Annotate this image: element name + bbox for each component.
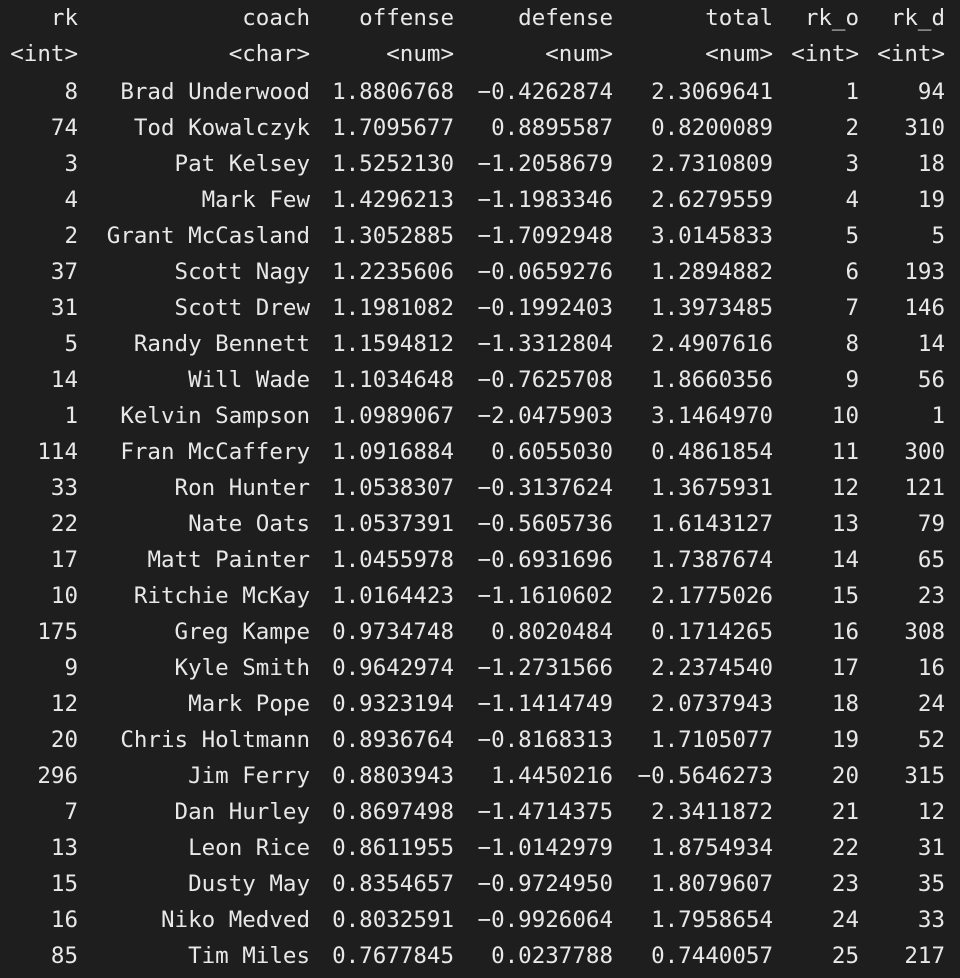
cell-rk-o: 23 (831, 871, 859, 897)
cell-rk: 114 (37, 439, 78, 465)
column-header-offense: offense (359, 5, 454, 31)
cell-offense: 0.8032591 (332, 907, 454, 933)
table-row (0, 722, 960, 758)
table-row (0, 578, 960, 614)
cell-rk-d: 33 (917, 907, 945, 933)
column-header-rk: rk (50, 5, 78, 31)
cell-rk-o: 9 (845, 367, 859, 393)
cell-rk: 175 (37, 619, 78, 645)
cell-total: 1.2894882 (651, 259, 773, 285)
cell-coach: Grant McCasland (106, 223, 310, 249)
cell-coach: Dan Hurley (174, 799, 310, 825)
cell-rk-d: 23 (917, 583, 945, 609)
table-row (0, 794, 960, 830)
cell-offense: 1.1034648 (332, 367, 454, 393)
cell-rk: 33 (50, 475, 78, 501)
cell-offense: 1.8806768 (332, 79, 454, 105)
cell-offense: 0.9734748 (332, 619, 454, 645)
cell-total: 3.1464970 (651, 403, 773, 429)
cell-rk-o: 22 (831, 835, 859, 861)
column-type-offense: <num> (386, 41, 454, 67)
cell-total: 2.6279559 (651, 187, 773, 213)
cell-rk-o: 5 (845, 223, 859, 249)
cell-total: 1.8754934 (651, 835, 773, 861)
cell-rk: 15 (50, 871, 78, 897)
cell-rk-o: 3 (845, 151, 859, 177)
cell-total: 2.0737943 (651, 691, 773, 717)
cell-defense: −1.1414749 (477, 691, 613, 717)
cell-rk-d: 14 (917, 331, 945, 357)
cell-rk-d: 79 (917, 511, 945, 537)
cell-offense: 0.8611955 (332, 835, 454, 861)
table-row (0, 650, 960, 686)
table-body (0, 74, 960, 974)
cell-rk-o: 1 (845, 79, 859, 105)
column-header-rk-d: rk_d (890, 5, 945, 31)
cell-rk-d: 35 (917, 871, 945, 897)
cell-rk-o: 6 (845, 259, 859, 285)
cell-rk-o: 17 (831, 655, 859, 681)
cell-rk: 85 (50, 943, 78, 969)
cell-total: 1.8079607 (651, 871, 773, 897)
cell-rk-o: 25 (831, 943, 859, 969)
table-row (0, 326, 960, 362)
cell-rk: 1 (64, 403, 78, 429)
table-row (0, 830, 960, 866)
cell-coach: Ritchie McKay (133, 583, 310, 609)
cell-rk-o: 7 (845, 295, 859, 321)
cell-total: 2.7310809 (651, 151, 773, 177)
table-row (0, 74, 960, 110)
cell-total: −0.5646273 (637, 763, 773, 789)
cell-offense: 0.7677845 (332, 943, 454, 969)
cell-total: 0.8200089 (651, 115, 773, 141)
table-row (0, 398, 960, 434)
cell-rk: 3 (64, 151, 78, 177)
column-type-defense: <num> (545, 41, 613, 67)
table-row (0, 434, 960, 470)
cell-coach: Mark Pope (188, 691, 310, 717)
cell-defense: 0.0237788 (491, 943, 613, 969)
cell-defense: −2.0475903 (477, 403, 613, 429)
cell-defense: −1.4714375 (477, 799, 613, 825)
cell-rk-o: 13 (831, 511, 859, 537)
table-row (0, 110, 960, 146)
cell-coach: Greg Kampe (174, 619, 310, 645)
cell-offense: 1.0989067 (332, 403, 454, 429)
cell-offense: 1.0916884 (332, 439, 454, 465)
cell-rk-d: 310 (904, 115, 945, 141)
cell-rk-d: 217 (904, 943, 945, 969)
column-type-total: <num> (705, 41, 773, 67)
cell-defense: −0.7625708 (477, 367, 613, 393)
cell-coach: Tod Kowalczyk (133, 115, 310, 141)
cell-total: 2.3069641 (651, 79, 773, 105)
cell-coach: Kyle Smith (174, 655, 310, 681)
cell-rk-d: 5 (931, 223, 945, 249)
cell-rk-d: 94 (917, 79, 945, 105)
table-row (0, 758, 960, 794)
cell-total: 1.6143127 (651, 511, 773, 537)
cell-rk-o: 10 (831, 403, 859, 429)
cell-rk: 9 (64, 655, 78, 681)
table-row (0, 254, 960, 290)
table-row (0, 182, 960, 218)
cell-rk-d: 19 (917, 187, 945, 213)
cell-total: 2.1775026 (651, 583, 773, 609)
cell-defense: 0.8020484 (491, 619, 613, 645)
cell-rk: 8 (64, 79, 78, 105)
cell-rk: 12 (50, 691, 78, 717)
cell-defense: 1.4450216 (491, 763, 613, 789)
cell-rk-d: 315 (904, 763, 945, 789)
cell-rk: 22 (50, 511, 78, 537)
cell-defense: −0.8168313 (477, 727, 613, 753)
table-header-row (0, 0, 960, 36)
cell-coach: Will Wade (188, 367, 310, 393)
cell-rk-o: 21 (831, 799, 859, 825)
cell-rk-d: 12 (917, 799, 945, 825)
cell-rk-o: 14 (831, 547, 859, 573)
cell-rk-d: 193 (904, 259, 945, 285)
column-header-defense: defense (518, 5, 613, 31)
cell-total: 2.2374540 (651, 655, 773, 681)
cell-defense: −0.0659276 (477, 259, 613, 285)
cell-defense: −1.0142979 (477, 835, 613, 861)
cell-total: 2.4907616 (651, 331, 773, 357)
cell-defense: −0.9926064 (477, 907, 613, 933)
cell-rk-o: 12 (831, 475, 859, 501)
cell-rk: 37 (50, 259, 78, 285)
cell-total: 2.3411872 (651, 799, 773, 825)
cell-rk: 74 (50, 115, 78, 141)
cell-offense: 1.2235606 (332, 259, 454, 285)
cell-total: 1.7387674 (651, 547, 773, 573)
cell-offense: 1.3052885 (332, 223, 454, 249)
cell-defense: 0.8895587 (491, 115, 613, 141)
cell-defense: −1.1610602 (477, 583, 613, 609)
cell-coach: Leon Rice (188, 835, 310, 861)
cell-defense: −1.1983346 (477, 187, 613, 213)
column-type-rk-o: <int> (791, 41, 859, 67)
cell-rk-d: 308 (904, 619, 945, 645)
cell-offense: 0.8697498 (332, 799, 454, 825)
column-type-rk: <int> (10, 41, 78, 67)
cell-rk: 7 (64, 799, 78, 825)
cell-rk-d: 56 (917, 367, 945, 393)
cell-rk: 2 (64, 223, 78, 249)
cell-coach: Tim Miles (188, 943, 310, 969)
cell-offense: 1.0538307 (332, 475, 454, 501)
table-row (0, 866, 960, 902)
cell-coach: Jim Ferry (188, 763, 310, 789)
cell-offense: 1.5252130 (332, 151, 454, 177)
cell-rk-o: 15 (831, 583, 859, 609)
cell-total: 1.8660356 (651, 367, 773, 393)
cell-coach: Kelvin Sampson (120, 403, 310, 429)
cell-defense: −1.2731566 (477, 655, 613, 681)
table-row (0, 290, 960, 326)
cell-offense: 0.8354657 (332, 871, 454, 897)
cell-total: 3.0145833 (651, 223, 773, 249)
cell-offense: 1.4296213 (332, 187, 454, 213)
cell-rk-d: 52 (917, 727, 945, 753)
cell-rk: 13 (50, 835, 78, 861)
cell-defense: −0.5605736 (477, 511, 613, 537)
cell-offense: 0.8803943 (332, 763, 454, 789)
cell-rk-o: 20 (831, 763, 859, 789)
table-row (0, 362, 960, 398)
table-row (0, 218, 960, 254)
cell-rk: 31 (50, 295, 78, 321)
cell-offense: 1.7095677 (332, 115, 454, 141)
cell-rk: 10 (50, 583, 78, 609)
cell-rk-d: 16 (917, 655, 945, 681)
cell-offense: 1.0537391 (332, 511, 454, 537)
cell-rk-d: 300 (904, 439, 945, 465)
column-header-total: total (705, 5, 773, 31)
cell-rk-o: 18 (831, 691, 859, 717)
cell-total: 1.7958654 (651, 907, 773, 933)
cell-defense: −0.9724950 (477, 871, 613, 897)
cell-rk-d: 18 (917, 151, 945, 177)
cell-defense: −1.2058679 (477, 151, 613, 177)
cell-rk-d: 146 (904, 295, 945, 321)
cell-coach: Pat Kelsey (174, 151, 310, 177)
cell-defense: −1.7092948 (477, 223, 613, 249)
table-row (0, 902, 960, 938)
cell-total: 1.7105077 (651, 727, 773, 753)
cell-rk-o: 11 (831, 439, 859, 465)
table-row (0, 506, 960, 542)
cell-defense: −0.4262874 (477, 79, 613, 105)
cell-rk-o: 2 (845, 115, 859, 141)
cell-rk: 16 (50, 907, 78, 933)
cell-rk-d: 31 (917, 835, 945, 861)
cell-rk-o: 19 (831, 727, 859, 753)
cell-rk: 17 (50, 547, 78, 573)
cell-total: 1.3973485 (651, 295, 773, 321)
cell-total: 0.4861854 (651, 439, 773, 465)
cell-rk: 20 (50, 727, 78, 753)
cell-rk-d: 24 (917, 691, 945, 717)
cell-coach: Matt Painter (147, 547, 310, 573)
cell-coach: Fran McCaffery (120, 439, 310, 465)
cell-offense: 0.8936764 (332, 727, 454, 753)
table-row (0, 938, 960, 974)
cell-offense: 1.0164423 (332, 583, 454, 609)
cell-defense: −0.6931696 (477, 547, 613, 573)
column-type-rk-d: <int> (877, 41, 945, 67)
table-row (0, 686, 960, 722)
cell-rk: 14 (50, 367, 78, 393)
cell-offense: 1.1594812 (332, 331, 454, 357)
cell-offense: 0.9323194 (332, 691, 454, 717)
cell-rk-d: 65 (917, 547, 945, 573)
cell-coach: Ron Hunter (174, 475, 310, 501)
cell-coach: Chris Holtmann (120, 727, 310, 753)
column-header-rk-o: rk_o (804, 5, 859, 31)
cell-total: 0.7440057 (651, 943, 773, 969)
cell-rk-d: 1 (931, 403, 945, 429)
cell-total: 0.1714265 (651, 619, 773, 645)
cell-coach: Scott Drew (174, 295, 310, 321)
table-row (0, 542, 960, 578)
table-row (0, 614, 960, 650)
column-header-coach: coach (242, 5, 310, 31)
table-type-row (0, 36, 960, 72)
cell-coach: Randy Bennett (133, 331, 310, 357)
cell-coach: Scott Nagy (174, 259, 310, 285)
cell-rk-o: 4 (845, 187, 859, 213)
cell-rk-o: 24 (831, 907, 859, 933)
cell-offense: 0.9642974 (332, 655, 454, 681)
cell-coach: Dusty May (188, 871, 310, 897)
cell-defense: 0.6055030 (491, 439, 613, 465)
cell-offense: 1.1981082 (332, 295, 454, 321)
cell-defense: −1.3312804 (477, 331, 613, 357)
column-type-coach: <char> (228, 41, 310, 67)
cell-coach: Niko Medved (160, 907, 310, 933)
cell-rk-o: 16 (831, 619, 859, 645)
cell-defense: −0.3137624 (477, 475, 613, 501)
cell-rk-o: 8 (845, 331, 859, 357)
cell-coach: Nate Oats (188, 511, 310, 537)
cell-coach: Mark Few (201, 187, 310, 213)
cell-total: 1.3675931 (651, 475, 773, 501)
cell-offense: 1.0455978 (332, 547, 454, 573)
cell-defense: −0.1992403 (477, 295, 613, 321)
cell-rk-d: 121 (904, 475, 945, 501)
table-row (0, 470, 960, 506)
cell-rk: 296 (37, 763, 78, 789)
table-row (0, 146, 960, 182)
cell-rk: 4 (64, 187, 78, 213)
cell-rk: 5 (64, 331, 78, 357)
cell-coach: Brad Underwood (120, 79, 310, 105)
